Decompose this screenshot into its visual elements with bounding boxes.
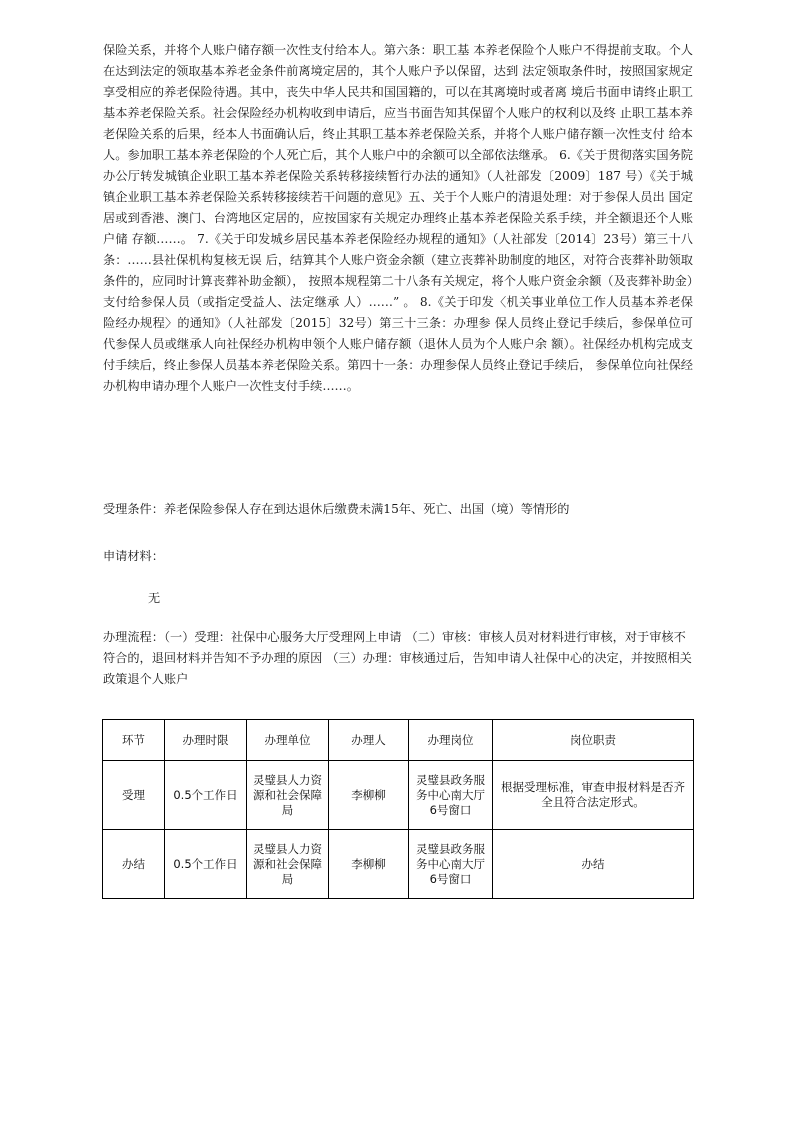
table-cell: 0.5个工作日 xyxy=(165,761,247,830)
table-row xyxy=(103,761,694,830)
header-cell: 办理时限 xyxy=(165,720,247,761)
materials-value: 无 xyxy=(148,591,161,605)
table-cell: 灵璧县人力资源和社会保障局 xyxy=(247,830,329,899)
acceptance-conditions: 受理条件：养老保险参保人存在到达退休后缴费未满15年、死亡、出国（境）等情形的 xyxy=(103,502,570,516)
header-cell: 岗位职责 xyxy=(493,720,694,761)
process-steps-table xyxy=(102,719,694,899)
table-cell: 0.5个工作日 xyxy=(165,830,247,899)
table-cell: 李柳柳 xyxy=(329,761,409,830)
body-text xyxy=(103,40,693,397)
table-cell: 办结 xyxy=(493,830,694,899)
table-cell: 办结 xyxy=(103,830,165,899)
table-cell: 灵璧县政务服务中心南大厅6号窗口 xyxy=(409,761,493,830)
table-header-row xyxy=(103,720,694,761)
table-row xyxy=(103,830,694,899)
materials-label: 申请材料： xyxy=(103,549,164,563)
process-description: 办理流程：（一）受理：社保中心服务大厅受理网上申请 （二）审核：审核人员对材料进行审核，对于审核不符合的，退回材料并告知不予办理的原因 （三）办理：审核通过后，告知申请人社保中心的决定，并按照相关政策退个人账户 xyxy=(103,630,692,686)
header-cell: 环节 xyxy=(103,720,165,761)
header-cell: 办理人 xyxy=(329,720,409,761)
table-cell: 根据受理标准，审查申报材料是否齐全且符合法定形式。 xyxy=(493,761,694,830)
header-cell: 办理岗位 xyxy=(409,720,493,761)
table-cell: 李柳柳 xyxy=(329,830,409,899)
legal-basis-paragraph: 保险关系，并将个人账户储存额一次性支付给本人。第六条：职工基 本养老保险个人账户不得提前支取。个人在达到法定的领取基本养老金条件前离境定居的，其个人账户予以保留，达到 法定领取条件时，按照国家规定享受相应的养老保险待遇。其中，丧失中华人民共和国国籍的，可以在其离境时或者离 境后书面申请终止职工基本养老保险关系。社会保险经办机构收到申请后，应当书面告知其保留个人账户的权利以及终 止职工基本养老保险关系的后果，经本人书面确认后，终止其职工基本养老保险关系，并将个人账户储存额一次性支付 给本人。参加职工基本养老保险的个人死亡后，其个人账户中的余额可以全部依法继承。 6.《关于贯彻落实国务院办公厅转发城镇企业职工基本养老保险关系转移接续暂行办法的通知》（人社部发〔2009〕187 号）《关于城镇企业职工基本养老保险关系转移接续若干问题的意见》五、关于个人账户的清退处理：对于参保人员出 国定居或到香港、澳门、台湾地区定居的，应按国家有关规定办理终止基本养老保险关系手续，并全额退还个人账户储 存额……。 7.《关于印发城乡居民基本养老保险经办规程的通知》（人社部发〔2014〕23号）第三十八条：……县社保机构复核无误 后，结算其个人账户资金余额（建立丧葬补助制度的地区，对符合丧葬补助领取条件的，应同时计算丧葬补助金额）， 按照本规程第二十八条有关规定，将个人账户资金余额（及丧葬补助金）支付给参保人员（或指定受益人、法定继承 人）……” 。 8.《关于印发〈机关事业单位工作人员基本养老保险经办规程〉的通知》（人社部发〔2015〕32号）第三十三条：办理参 保人员终止登记手续后，参保单位可代参保人员或继承人向社保经办机构申领个人账户储存额（退休人员为个人账户余 额）。社保经办机构完成支付手续后，终止参保人员基本养老保险关系。第四十一条：办理参保人员终止登记手续后， 参保单位向社保经办机构申请办理个人账户一次性支付手续……。 xyxy=(103,43,693,393)
table-cell: 灵璧县政务服务中心南大厅6号窗口 xyxy=(409,830,493,899)
header-cell: 办理单位 xyxy=(247,720,329,761)
table-cell: 受理 xyxy=(103,761,165,830)
table-cell: 灵璧县人力资源和社会保障局 xyxy=(247,761,329,830)
